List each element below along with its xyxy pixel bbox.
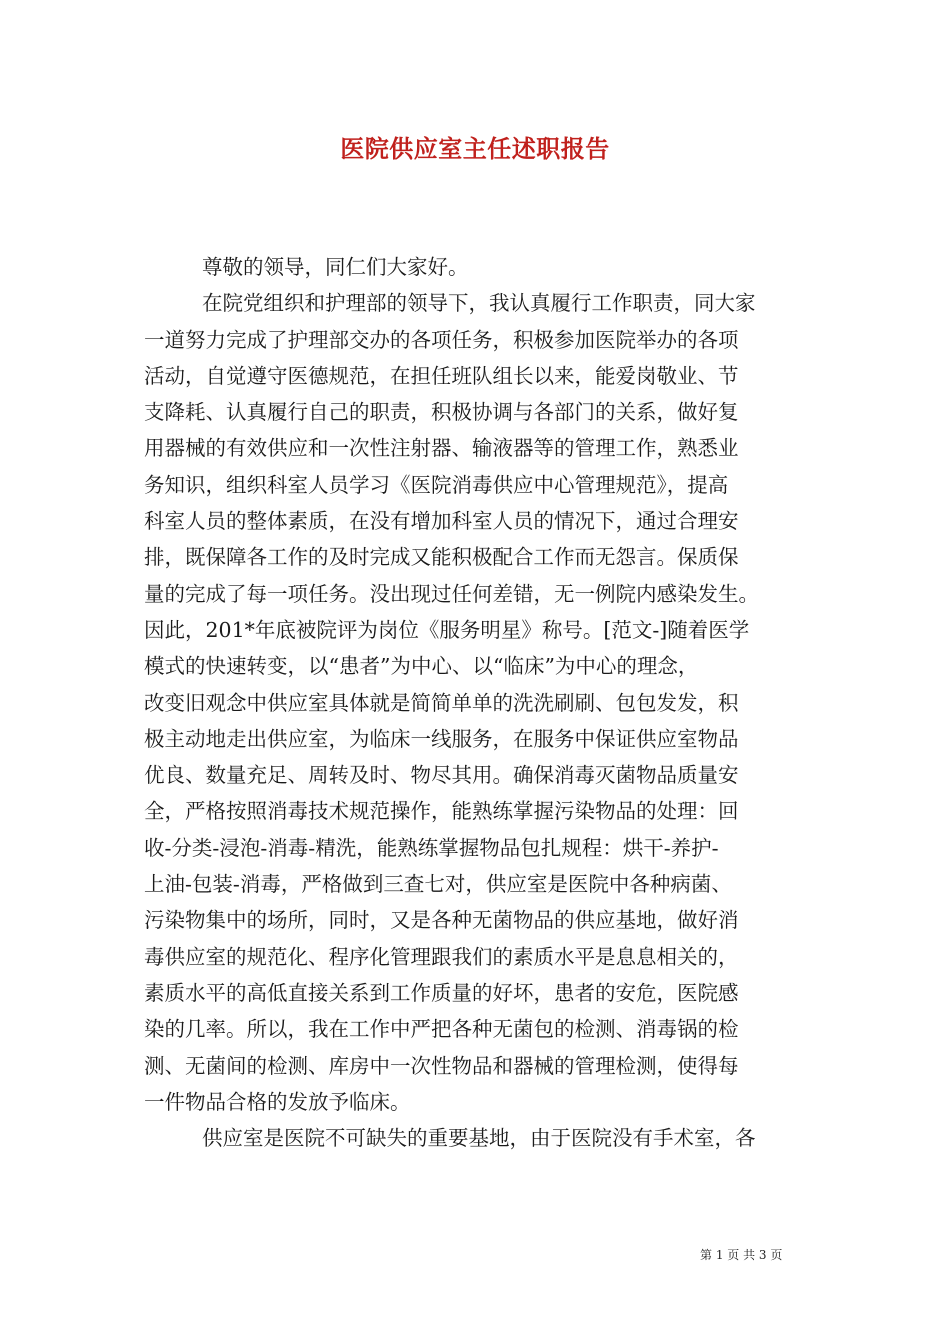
body-line: 全，严格按照消毒技术规范操作，能熟练掌握污染物品的处理：回	[144, 799, 739, 824]
document-body	[144, 249, 806, 1156]
body-line: 一道努力完成了护理部交办的各项任务，积极参加医院举办的各项	[144, 327, 739, 352]
body-line: 染的几率。所以，我在工作中严把各种无菌包的检测、消毒锅的检	[144, 1017, 739, 1042]
body-line: 量的完成了每一项任务。没出现过任何差错，无一例院内感染发生。	[144, 581, 759, 606]
body-line: 上油-包装-消毒，严格做到三查七对，供应室是医院中各种病菌、	[144, 872, 732, 897]
body-line: 支降耗、认真履行自己的职责，积极协调与各部门的关系，做好复	[144, 400, 739, 425]
body-line: 务知识，组织科室人员学习《医院消毒供应中心管理规范》，提高	[144, 472, 729, 497]
body-line: 排，既保障各工作的及时完成又能积极配合工作而无怨言。保质保	[144, 545, 739, 570]
page-number-footer: 第 1 页 共 3 页	[700, 1248, 783, 1262]
body-line: 极主动地走出供应室，为临床一线服务，在服务中保证供应室物品	[144, 726, 739, 751]
body-line: 收-分类-浸泡-消毒-精洗，能熟练掌握物品包扎规程：烘干-养护-	[144, 835, 719, 860]
body-line: 因此，201*年底被院评为岗位《服务明星》称号。[范文-]随着医学	[144, 617, 750, 642]
body-line: 污染物集中的场所，同时，又是各种无菌物品的供应基地，做好消	[144, 908, 739, 933]
body-line: 一件物品合格的发放予临床。	[144, 1089, 411, 1114]
body-line: 尊敬的领导，同仁们大家好。	[202, 255, 469, 279]
body-line: 用器械的有效供应和一次性注射器、输液器等的管理工作，熟悉业	[144, 436, 739, 461]
body-line: 科室人员的整体素质，在没有增加科室人员的情况下，通过合理安	[144, 509, 739, 534]
body-line: 测、无菌间的检测、库房中一次性物品和器械的管理检测，使得每	[144, 1053, 739, 1078]
body-line: 优良、数量充足、周转及时、物尽其用。确保消毒灭菌物品质量安	[144, 763, 739, 788]
body-line: 供应室是医院不可缺失的重要基地，由于医院没有手术室，各	[202, 1126, 756, 1151]
body-line: 模式的快速转变，以“患者”为中心、以“临床”为中心的理念，	[144, 654, 699, 679]
body-line: 在院党组织和护理部的领导下，我认真履行工作职责，同大家	[202, 291, 756, 316]
body-line: 活动，自觉遵守医德规范，在担任班队组长以来，能爱岗敬业、节	[144, 363, 739, 388]
body-line: 改变旧观念中供应室具体就是简简单单的洗洗刷刷、包包发发，积	[144, 690, 739, 715]
body-line: 毒供应室的规范化、程序化管理跟我们的素质水平是息息相关的，	[144, 944, 739, 969]
body-line: 素质水平的高低直接关系到工作质量的好坏，患者的安危，医院感	[144, 980, 739, 1005]
document-title: 医院供应室主任述职报告	[340, 134, 610, 163]
